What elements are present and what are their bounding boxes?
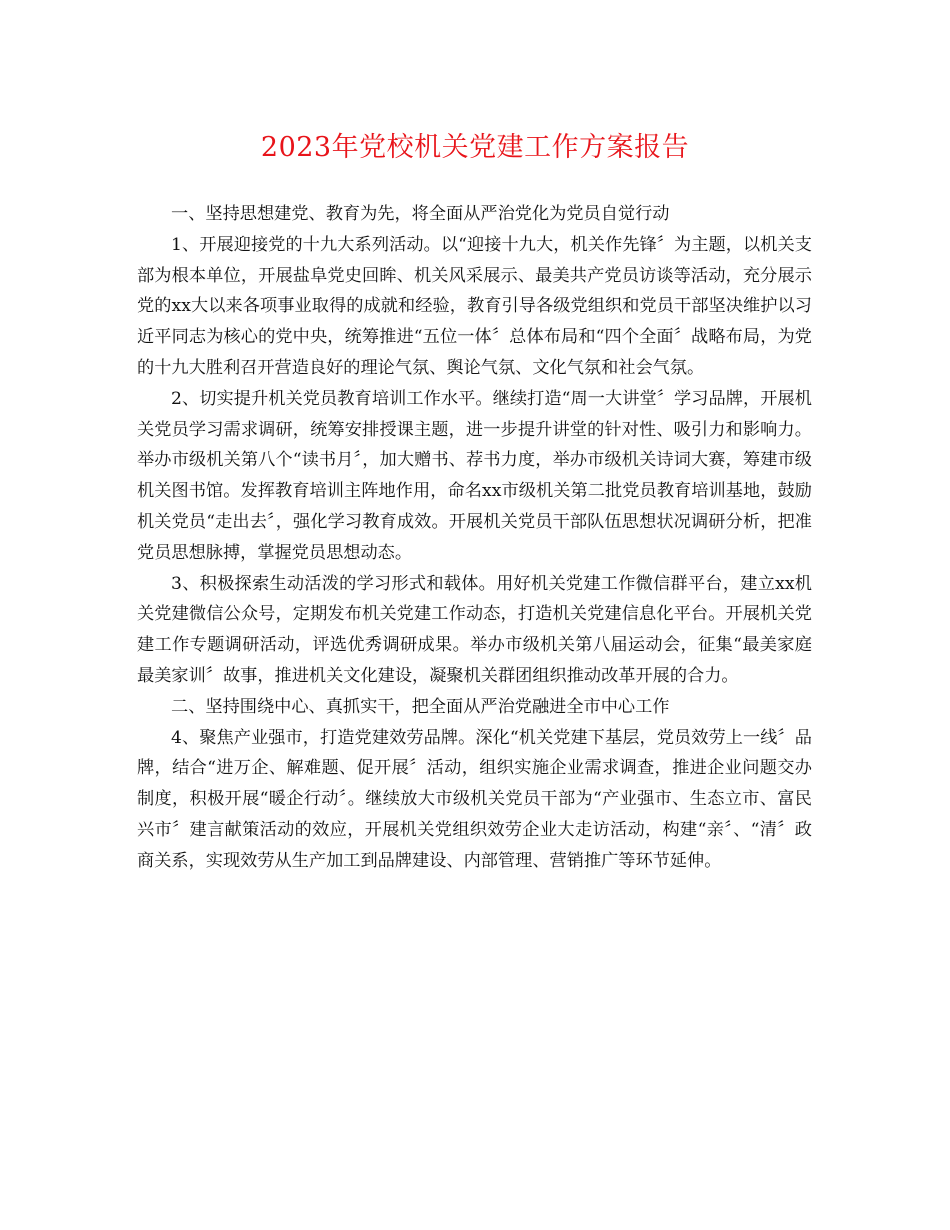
document-title: 2023年党校机关党建工作方案报告 <box>260 132 690 163</box>
paragraph-1: 1、开展迎接党的十九大系列活动。以“迎接十九大，机关作先锋〞为主题，以机关支部为根本单位，开展盐阜党史回眸、机关风采展示、最美共产党员访谈等活动，充分展示党的xx大以来各项事业取得的成就和经验，教育引导各级党组织和党员干部坚决维护以习近平同志为核心的党中央，统筹推进“五位一体〞总体布局和“四个全面〞战略布局，为党的十九大胜利召开营造良好的理论气氛、舆论气氛、文化气氛和社会气氛。 <box>137 234 812 378</box>
section-heading-1: 一、坚持思想建党、教育为先，将全面从严治党化为党员自觉行动 <box>171 204 670 224</box>
document-body <box>137 199 812 877</box>
paragraph-2: 2、切实提升机关党员教育培训工作水平。继续打造“周一大讲堂〞学习品牌，开展机关党员学习需求调研，统筹安排授课主题，进一步提升讲堂的针对性、吸引力和影响力。举办市级机关第八个“读书月〞，加大赠书、荐书力度，举办市级机关诗词大赛，筹建市级机关图书馆。发挥教育培训主阵地作用，命名xx市级机关第二批党员教育培训基地，鼓励机关党员“走出去〞，强化学习教育成效。开展机关党员干部队伍思想状况调研分析，把准党员思想脉搏，掌握党员思想动态。 <box>137 388 812 563</box>
section-heading-2: 二、坚持围绕中心、真抓实干，把全面从严治党融进全市中心工作 <box>171 696 670 717</box>
paragraph-4: 4、聚焦产业强市，打造党建效劳品牌。深化“机关党建下基层，党员效劳上一线〞品牌，结合“进万企、解难题、促开展〞活动，组织实施企业需求调查，推进企业问题交办制度，积极开展“暖企行动〞。继续放大市级机关党员干部为“产业强市、生态立市、富民兴市〞建言献策活动的效应，开展机关党组织效劳企业大走访活动，构建“亲〞、“清〞政商关系，实现效劳从生产加工到品牌建设、内部管理、营销推广等环节延伸。 <box>137 727 812 871</box>
paragraph-3: 3、积极探索生动活泼的学习形式和载体。用好机关党建工作微信群平台，建立xx机关党建微信公众号，定期发布机关党建工作动态，打造机关党建信息化平台。开展机关党建工作专题调研活动，评选优秀调研成果。举办市级机关第八届运动会，征集“最美家庭最美家训〞故事，推进机关文化建设，凝聚机关群团组织推动改革开展的合力。 <box>137 573 812 686</box>
